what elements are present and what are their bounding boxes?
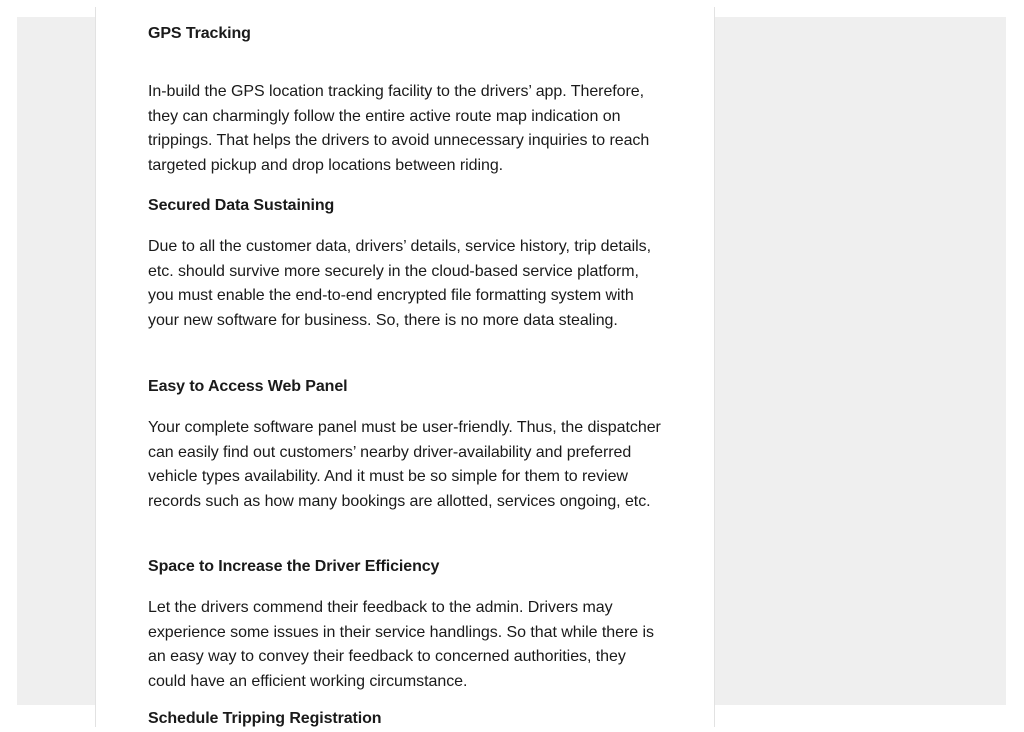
section-paragraph-driver-efficiency: Let the drivers commend their feedback to the admin. Drivers may experience some issues in their service handlings. So that while there is an easy way to convey their feedback to concerned authorities, they could have an efficient working circumstance. (148, 599, 654, 690)
section-paragraph-gps-tracking: In-build the GPS location tracking facility to the drivers’ app. Therefore, they can charmingly follow the entire active route map indication on trippings. That helps the drivers to avoid unnecessary inquiries to reach targeted pickup and drop locations between riding. (148, 83, 650, 174)
section-heading-secured-data: Secured Data Sustaining (148, 197, 335, 214)
section-heading-web-panel: Easy to Access Web Panel (148, 378, 348, 395)
section-heading-driver-efficiency: Space to Increase the Driver Efficiency (148, 558, 440, 575)
section-heading-gps-tracking: GPS Tracking (148, 25, 251, 42)
section-heading-schedule-tripping: Schedule Tripping Registration (148, 710, 382, 727)
article-page (95, 7, 715, 727)
section-paragraph-secured-data: Due to all the customer data, drivers’ details, service history, trip details, etc. should survive more securely in the cloud-based service platform, you must enable the end-to-end encrypted file formatting system with your new software for business. So, there is no more data stealing. (148, 238, 651, 329)
section-paragraph-web-panel: Your complete software panel must be user-friendly. Thus, the dispatcher can easily find out customers’ nearby driver-availability and preferred vehicle types availability. And it must be so simple for them to review records such as how many bookings are allotted, services ongoing, etc. (148, 419, 661, 510)
document-viewport[interactable] (17, 17, 1006, 727)
